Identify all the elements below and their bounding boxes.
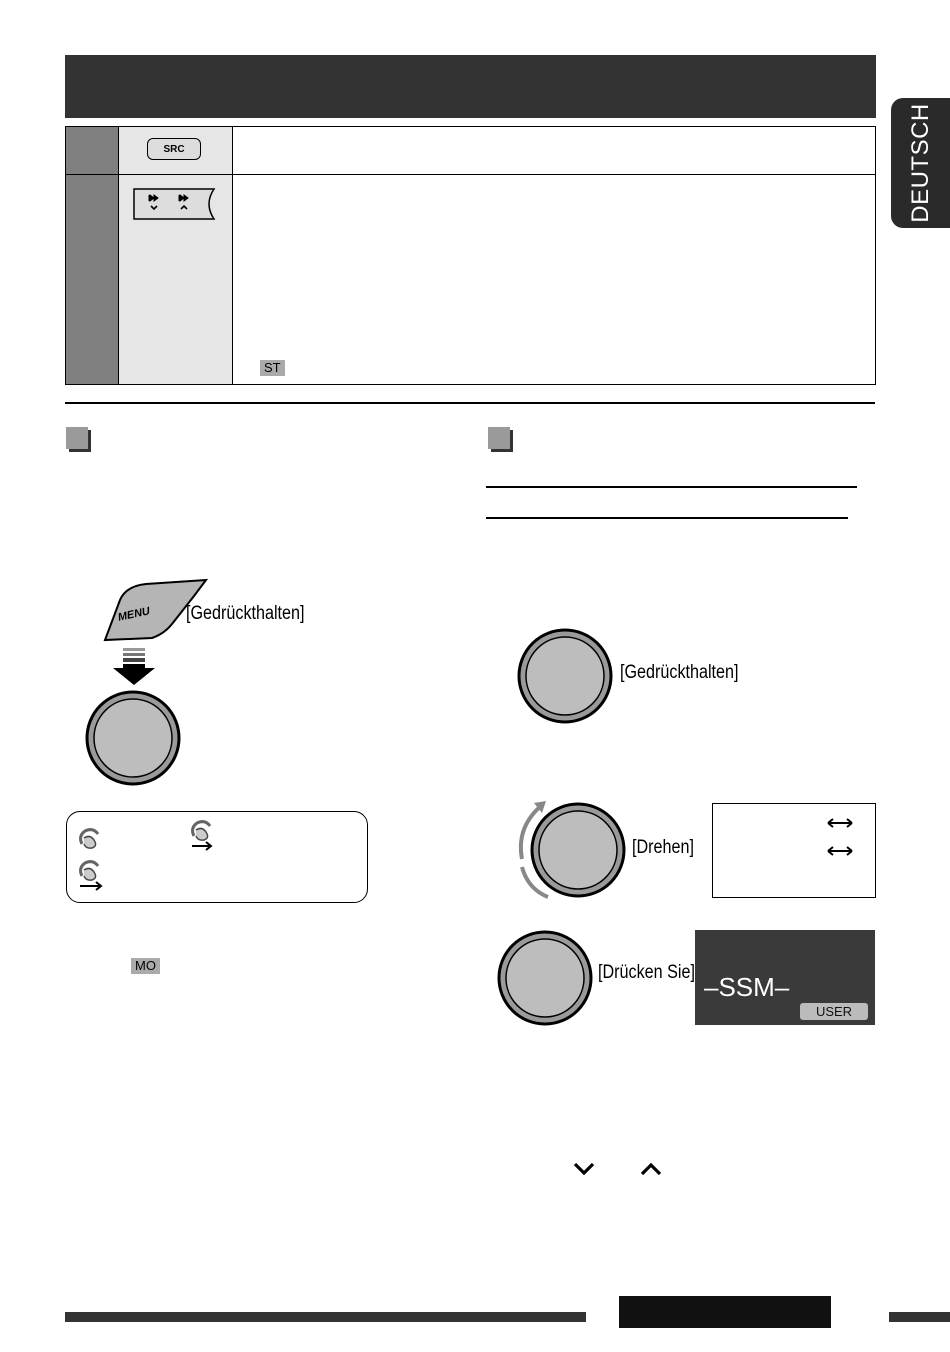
footer-bar <box>889 1312 950 1322</box>
underline <box>486 517 848 519</box>
stereo-indicator-badge: ST <box>260 360 285 376</box>
chevron-down-icon <box>572 1160 596 1178</box>
control-dial-press[interactable] <box>496 929 594 1027</box>
double-arrow-icon <box>826 818 854 828</box>
rotate-dial-right-icon <box>76 858 110 892</box>
turn-label: [Drehen] <box>632 837 694 858</box>
footer-block <box>619 1296 831 1328</box>
hold-label-right: [Gedrückthalten] <box>620 662 739 683</box>
control-dial-left[interactable] <box>84 689 182 787</box>
rotate-dial-right-icon <box>188 818 222 852</box>
header-bar <box>65 55 876 118</box>
mono-indicator-badge: MO <box>131 958 160 974</box>
hold-label-left: [Gedrückthalten] <box>186 603 305 624</box>
control-dial-turn[interactable] <box>512 797 632 903</box>
double-arrow-icon <box>826 846 854 856</box>
lcd-user-badge: USER <box>800 1003 868 1020</box>
menu-button-label: MENU <box>116 605 152 624</box>
row2-marker <box>66 175 118 384</box>
row1-marker <box>66 127 118 174</box>
section-divider <box>65 402 875 404</box>
control-dial-hold[interactable] <box>516 627 614 725</box>
rotate-dial-icon <box>76 826 106 850</box>
lcd-ssm-text: –SSM– <box>704 972 790 1002</box>
language-tab-label: DEUTSCH <box>906 103 934 223</box>
press-label: [Drücken Sie] <box>598 962 695 983</box>
chevron-up-icon <box>639 1160 663 1178</box>
section-marker-left <box>66 427 88 449</box>
controls-table <box>65 126 876 385</box>
section-marker-right <box>488 427 510 449</box>
language-tab[interactable] <box>891 98 950 228</box>
src-button[interactable]: SRC <box>147 138 201 160</box>
underline <box>486 486 857 488</box>
down-arrow-icon <box>111 648 157 686</box>
skip-buttons-icon[interactable] <box>132 187 216 221</box>
lcd-display <box>695 930 875 1025</box>
footer-bar <box>65 1312 586 1322</box>
